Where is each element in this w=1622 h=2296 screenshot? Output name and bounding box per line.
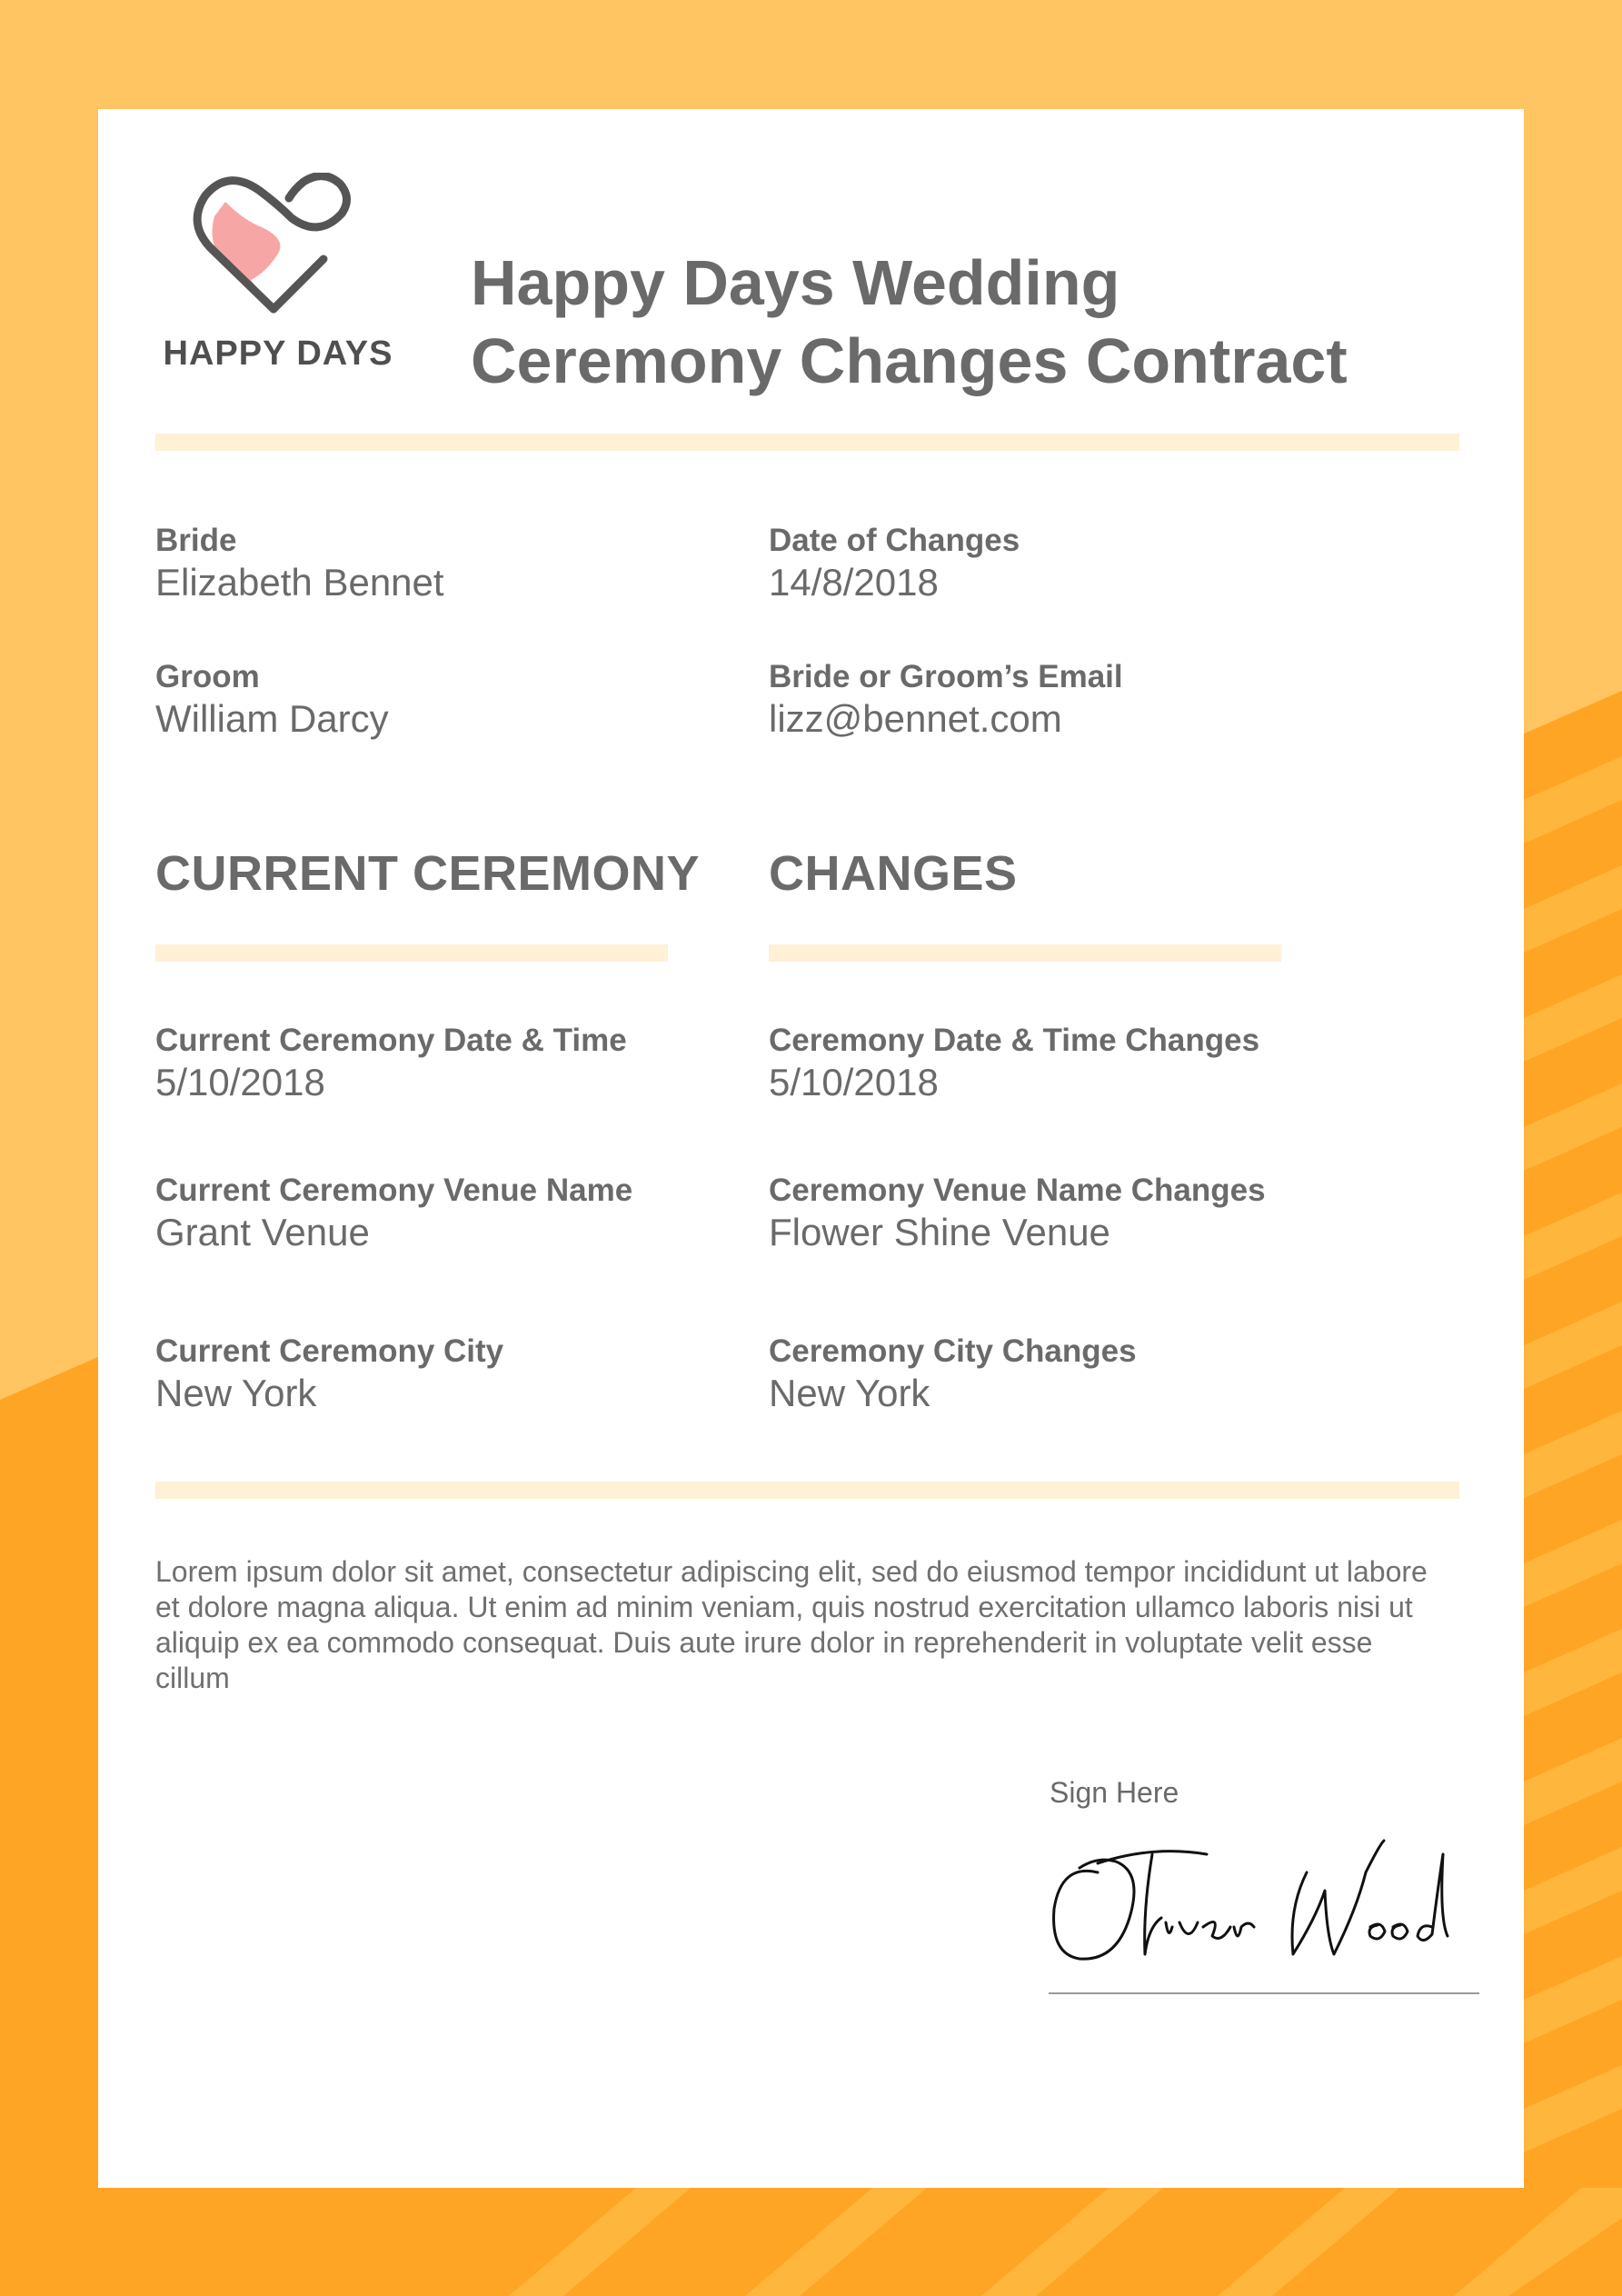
field-bride xyxy=(155,523,444,604)
field-label: Current Ceremony Venue Name xyxy=(155,1173,633,1208)
divider-current xyxy=(155,944,668,962)
field-changes-venue xyxy=(769,1173,1266,1254)
field-label: Date of Changes xyxy=(769,523,1020,558)
field-date-of-changes xyxy=(769,523,1020,604)
field-label: Groom xyxy=(155,659,260,694)
field-value: William Darcy xyxy=(155,697,389,740)
field-value: New York xyxy=(769,1372,930,1414)
field-label: Current Ceremony Date & Time xyxy=(155,1023,627,1058)
logo-text: HAPPY DAYS xyxy=(163,334,393,373)
heart-infinity-icon xyxy=(187,173,360,327)
field-label: Ceremony Venue Name Changes xyxy=(769,1173,1266,1208)
field-label: Bride or Groom’s Email xyxy=(769,659,1123,694)
field-current-date-time xyxy=(155,1023,627,1104)
divider-changes xyxy=(769,944,1281,962)
field-changes-city xyxy=(769,1333,1137,1415)
field-current-venue xyxy=(155,1173,632,1254)
title-line-1: Happy Days Wedding xyxy=(471,247,1120,318)
field-value: lizz@bennet.com xyxy=(769,697,1062,740)
field-value: New York xyxy=(155,1372,317,1414)
signature-image xyxy=(1043,1836,1479,1991)
field-current-city xyxy=(155,1333,503,1415)
section-title-current: CURRENT CEREMONY xyxy=(155,846,701,901)
signature-line xyxy=(1049,1992,1479,1994)
field-groom xyxy=(155,659,389,741)
divider-bottom xyxy=(155,1482,1459,1499)
page-title xyxy=(471,244,1470,400)
section-title-changes: CHANGES xyxy=(769,846,1018,901)
field-value: 5/10/2018 xyxy=(769,1061,939,1103)
field-value: Flower Shine Venue xyxy=(769,1211,1110,1253)
field-label: Current Ceremony City xyxy=(155,1333,504,1369)
field-label: Bride xyxy=(155,523,237,558)
field-email xyxy=(769,659,1123,741)
field-changes-date-time xyxy=(769,1023,1259,1104)
field-value: 14/8/2018 xyxy=(769,561,939,604)
field-label: Ceremony City Changes xyxy=(769,1333,1137,1369)
contract-card xyxy=(98,109,1524,2188)
divider-top xyxy=(155,434,1459,451)
field-value: Elizabeth Bennet xyxy=(155,561,444,604)
field-value: 5/10/2018 xyxy=(155,1061,325,1103)
sign-here-label: Sign Here xyxy=(1050,1776,1179,1809)
title-line-2: Ceremony Changes Contract xyxy=(471,325,1348,396)
happy-days-logo xyxy=(160,173,414,409)
field-label: Ceremony Date & Time Changes xyxy=(769,1023,1260,1058)
field-value: Grant Venue xyxy=(155,1211,370,1253)
contract-body-text: Lorem ipsum dolor sit amet, consectetur adipiscing elit, sed do eiusmod tempor incididunt ut labore et dolore magna aliqua. Ut enim ad minim veniam, quis nostrud exercitation ullamco laboris nisi ut aliquip ex ea commodo consequat. Duis aute irure dolor in reprehenderit in voluptate velit esse cillum xyxy=(155,1555,1428,1694)
